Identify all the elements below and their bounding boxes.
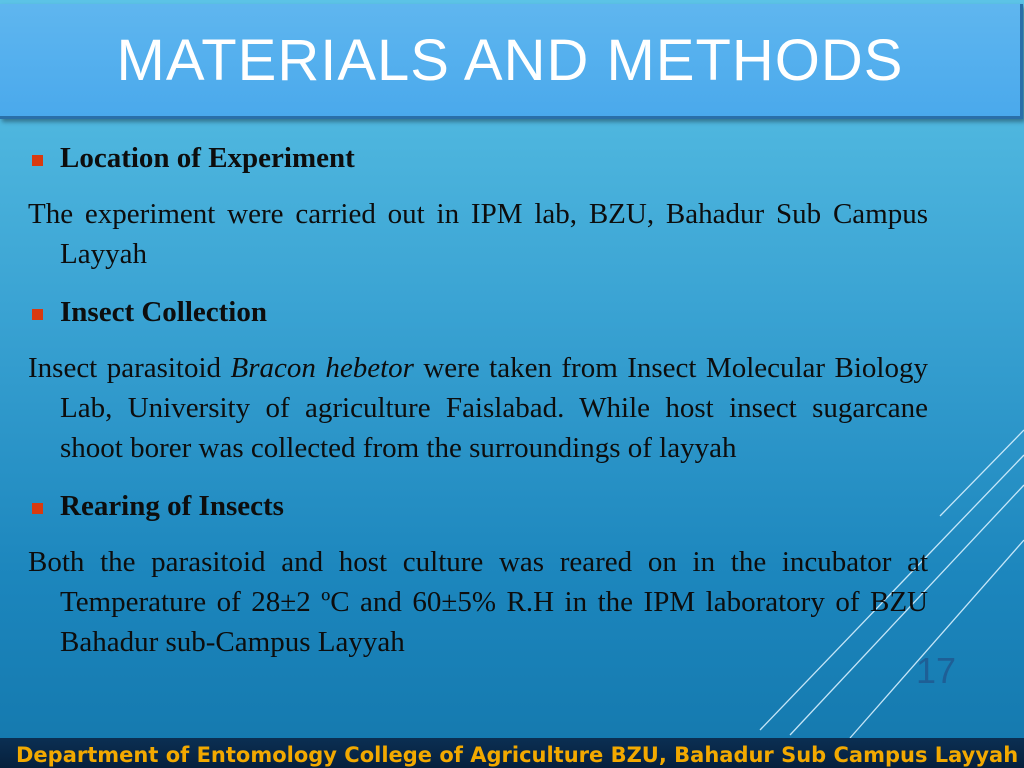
title-bar — [0, 4, 1023, 119]
bullet-square-icon — [32, 155, 43, 166]
slide-content — [28, 138, 928, 680]
section-text-collection — [28, 348, 928, 468]
section-heading-text: Insect Collection — [60, 296, 267, 328]
section-heading-collection — [28, 292, 928, 332]
bullet-square-icon — [32, 309, 43, 320]
footer-text: Department of Entomology College of Agriculture BZU, Bahadur Sub Campus Layyah — [16, 743, 1019, 767]
section-heading-location — [28, 138, 928, 178]
section-text-location: The experiment were carried out in IPM lab, BZU, Bahadur Sub Campus Layyah — [28, 198, 928, 270]
section-text-rearing: Both the parasitoid and host culture was reared on in the incubator at Temperature of 28±2 ºC and 60±5% R.H in the IPM laboratory of BZU Bahadur sub-Campus Layyah — [28, 546, 928, 658]
bullet-square-icon — [32, 503, 43, 514]
text-before-species: Insect parasitoid — [28, 352, 231, 384]
slide-number: 17 — [915, 650, 956, 691]
species-name: Bracon hebetor — [230, 352, 414, 384]
footer-bar — [0, 738, 1024, 768]
section-heading-text: Location of Experiment — [60, 142, 355, 174]
section-heading-text: Rearing of Insects — [60, 490, 284, 522]
section-heading-rearing — [28, 486, 928, 526]
text-after-species: were taken from Insect Molecular Biology Lab, University of agriculture Faislabad. While host insect sugarcane shoot borer was collected from the surroundings of layyah — [60, 352, 928, 464]
slide-title: MATERIALS AND METHODS — [116, 28, 904, 93]
